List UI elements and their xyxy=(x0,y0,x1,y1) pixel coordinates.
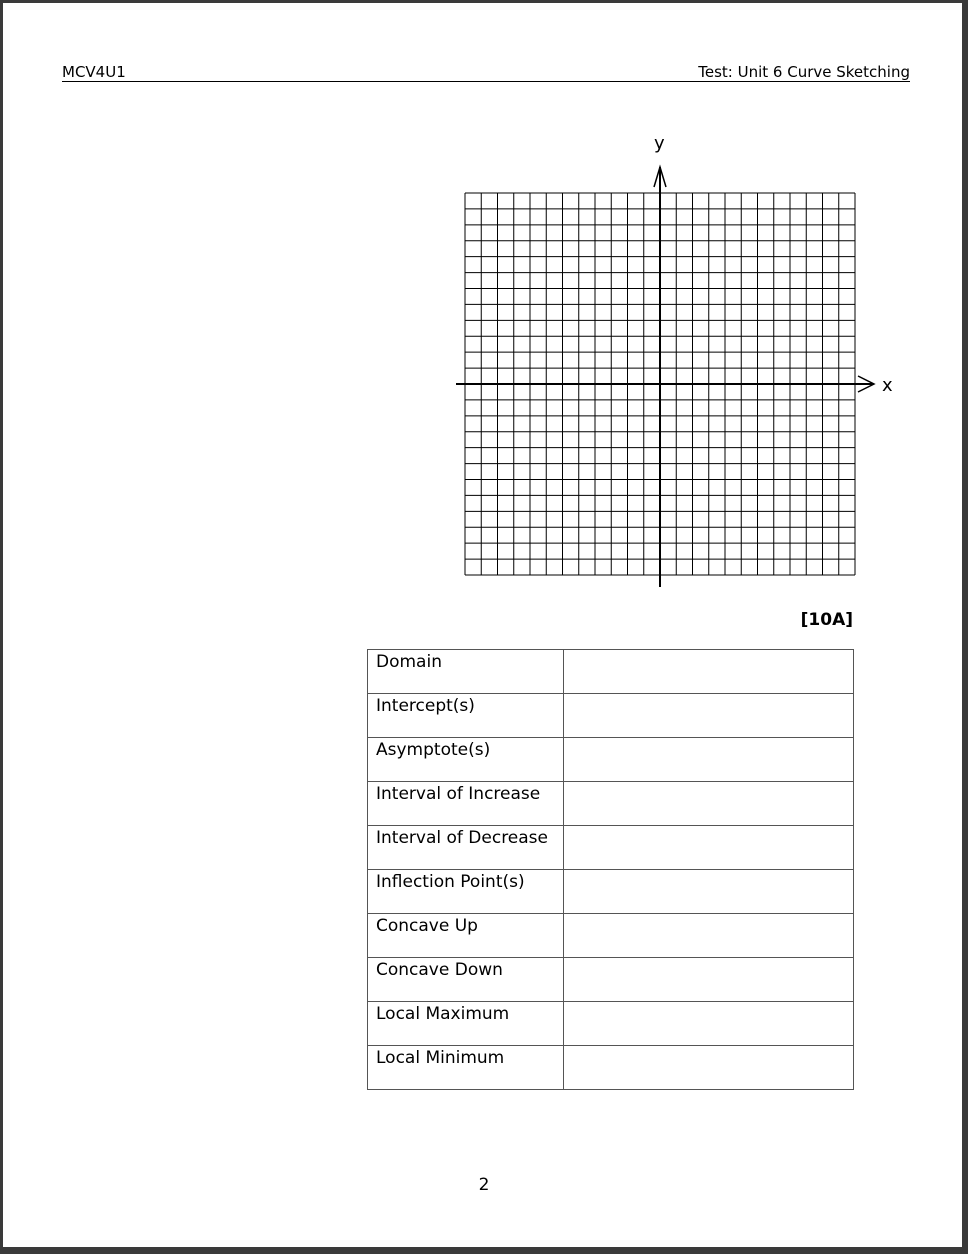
page-header xyxy=(62,63,910,82)
answer-cell[interactable] xyxy=(564,958,854,1002)
table-row xyxy=(368,1002,854,1046)
answer-cell[interactable] xyxy=(564,738,854,782)
page xyxy=(3,3,962,1247)
answer-cell[interactable] xyxy=(564,782,854,826)
marks-value: [10A] xyxy=(800,610,853,630)
answer-cell[interactable] xyxy=(564,650,854,694)
page-number: 2 xyxy=(478,1175,490,1195)
answer-cell[interactable] xyxy=(564,1046,854,1090)
property-label: Intercept(s) xyxy=(368,694,564,738)
property-label: Inflection Point(s) xyxy=(368,870,564,914)
property-label: Concave Up xyxy=(368,914,564,958)
y-axis-label: y xyxy=(654,133,665,154)
table-row xyxy=(368,870,854,914)
test-title: Test: Unit 6 Curve Sketching xyxy=(698,63,910,81)
answer-cell[interactable] xyxy=(564,914,854,958)
property-label: Interval of Decrease xyxy=(368,826,564,870)
property-label: Local Minimum xyxy=(368,1046,564,1090)
table-row xyxy=(368,738,854,782)
answer-cell[interactable] xyxy=(564,1002,854,1046)
answer-cell[interactable] xyxy=(564,826,854,870)
answer-cell[interactable] xyxy=(564,870,854,914)
answer-cell[interactable] xyxy=(564,694,854,738)
properties-table xyxy=(367,649,854,1090)
table-row xyxy=(368,826,854,870)
property-label: Interval of Increase xyxy=(368,782,564,826)
table-row xyxy=(368,694,854,738)
course-code: MCV4U1 xyxy=(62,63,126,81)
table-row xyxy=(368,958,854,1002)
table-row xyxy=(368,782,854,826)
x-axis-label: x xyxy=(882,375,893,396)
property-label: Local Maximum xyxy=(368,1002,564,1046)
table-row xyxy=(368,650,854,694)
property-label: Concave Down xyxy=(368,958,564,1002)
table-row xyxy=(368,914,854,958)
property-label: Asymptote(s) xyxy=(368,738,564,782)
property-label: Domain xyxy=(368,650,564,694)
coordinate-grid xyxy=(448,127,908,597)
table-row xyxy=(368,1046,854,1090)
